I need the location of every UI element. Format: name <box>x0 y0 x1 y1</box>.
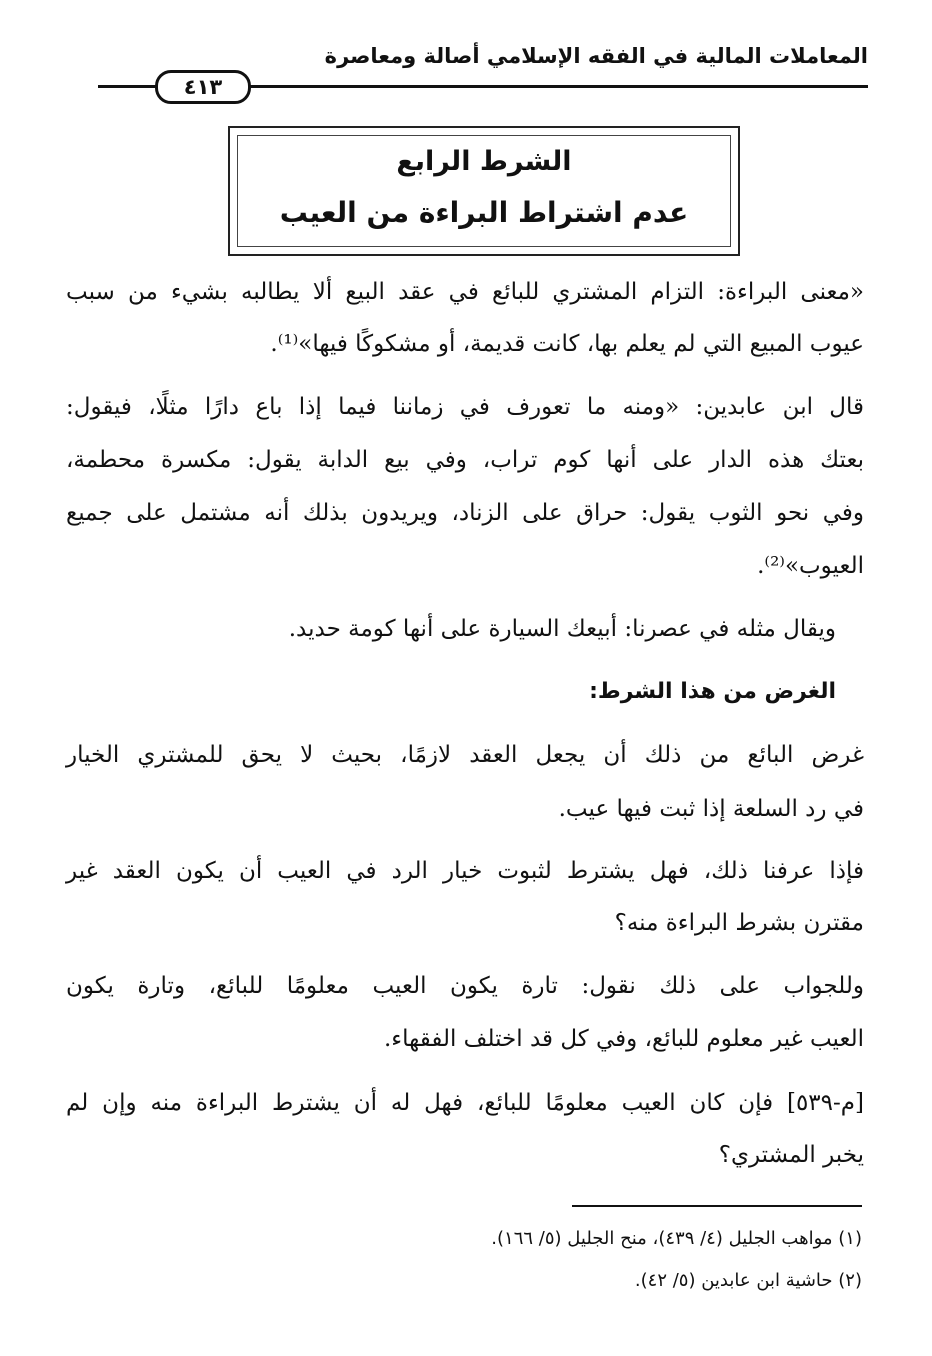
body-line: يخبر المشتري؟ <box>718 1142 864 1168</box>
section-heading: الشرط الرابع <box>396 146 572 177</box>
body-line: «معنى البراءة: التزام المشتري للبائع في عقد البيع ألا يطالبه بشيء من سبب <box>66 279 864 305</box>
body-line: بعتك هذه الدار على أنها كوم تراب، وفي بيع الدابة يقول: مكسرة محطمة، <box>66 447 864 473</box>
body-line: غرض البائع من ذلك أن يجعل العقد لازمًا، بحيث لا يحق للمشتري الخيار <box>66 742 864 768</box>
body-line: مقترن بشرط البراءة منه؟ <box>614 910 864 936</box>
purpose-heading: الغرض من هذا الشرط: <box>589 679 836 704</box>
body-line: العيوب»⁽²⁾. <box>757 553 864 579</box>
body-line: فإذا عرفنا ذلك، فهل يشترط لثبوت خيار الرد في العيب أن يكون العقد غير <box>66 858 864 884</box>
section-subheading: عدم اشتراط البراءة من العيب <box>279 196 689 229</box>
footnote-2: (٢) حاشية ابن عابدين (٥/ ٤٢). <box>634 1270 862 1291</box>
body-line: عيوب المبيع التي لم يعلم بها، كانت قديمة، أو مشكوكًا فيها»⁽¹⁾. <box>270 331 864 357</box>
body-line: [م-٥٣٩] فإن كان العيب معلومًا للبائع، فهل له أن يشترط البراءة منه وإن لم <box>66 1090 864 1116</box>
body-line: العيب غير معلوم للبائع، وفي كل قد اختلف الفقهاء. <box>383 1026 864 1052</box>
footnote-1: (١) مواهب الجليل (٤/ ٤٣٩)، منح الجليل (٥/ ١٦٦). <box>491 1228 862 1249</box>
body-line: ويقال مثله في عصرنا: أبيعك السيارة على أنها كومة حديد. <box>288 616 836 642</box>
running-header-title: المعاملات المالية في الفقه الإسلامي أصالة ومعاصرة <box>324 44 868 68</box>
section-title-frame <box>228 126 740 256</box>
body-line: وللجواب على ذلك نقول: تارة يكون العيب معلومًا للبائع، وتارة يكون <box>66 973 864 999</box>
page-number-badge: ٤١٣ <box>155 70 251 104</box>
body-line: في رد السلعة إذا ثبت فيها عيب. <box>558 796 864 822</box>
footnote-rule <box>572 1205 862 1207</box>
body-line: قال ابن عابدين: «ومنه ما تعورف في زماننا فيما إذا باع دارًا مثلًا، فيقول: <box>66 394 864 420</box>
body-line: وفي نحو الثوب يقول: حراق على الزناد، ويريدون بذلك أنه مشتمل على جميع <box>66 500 864 526</box>
